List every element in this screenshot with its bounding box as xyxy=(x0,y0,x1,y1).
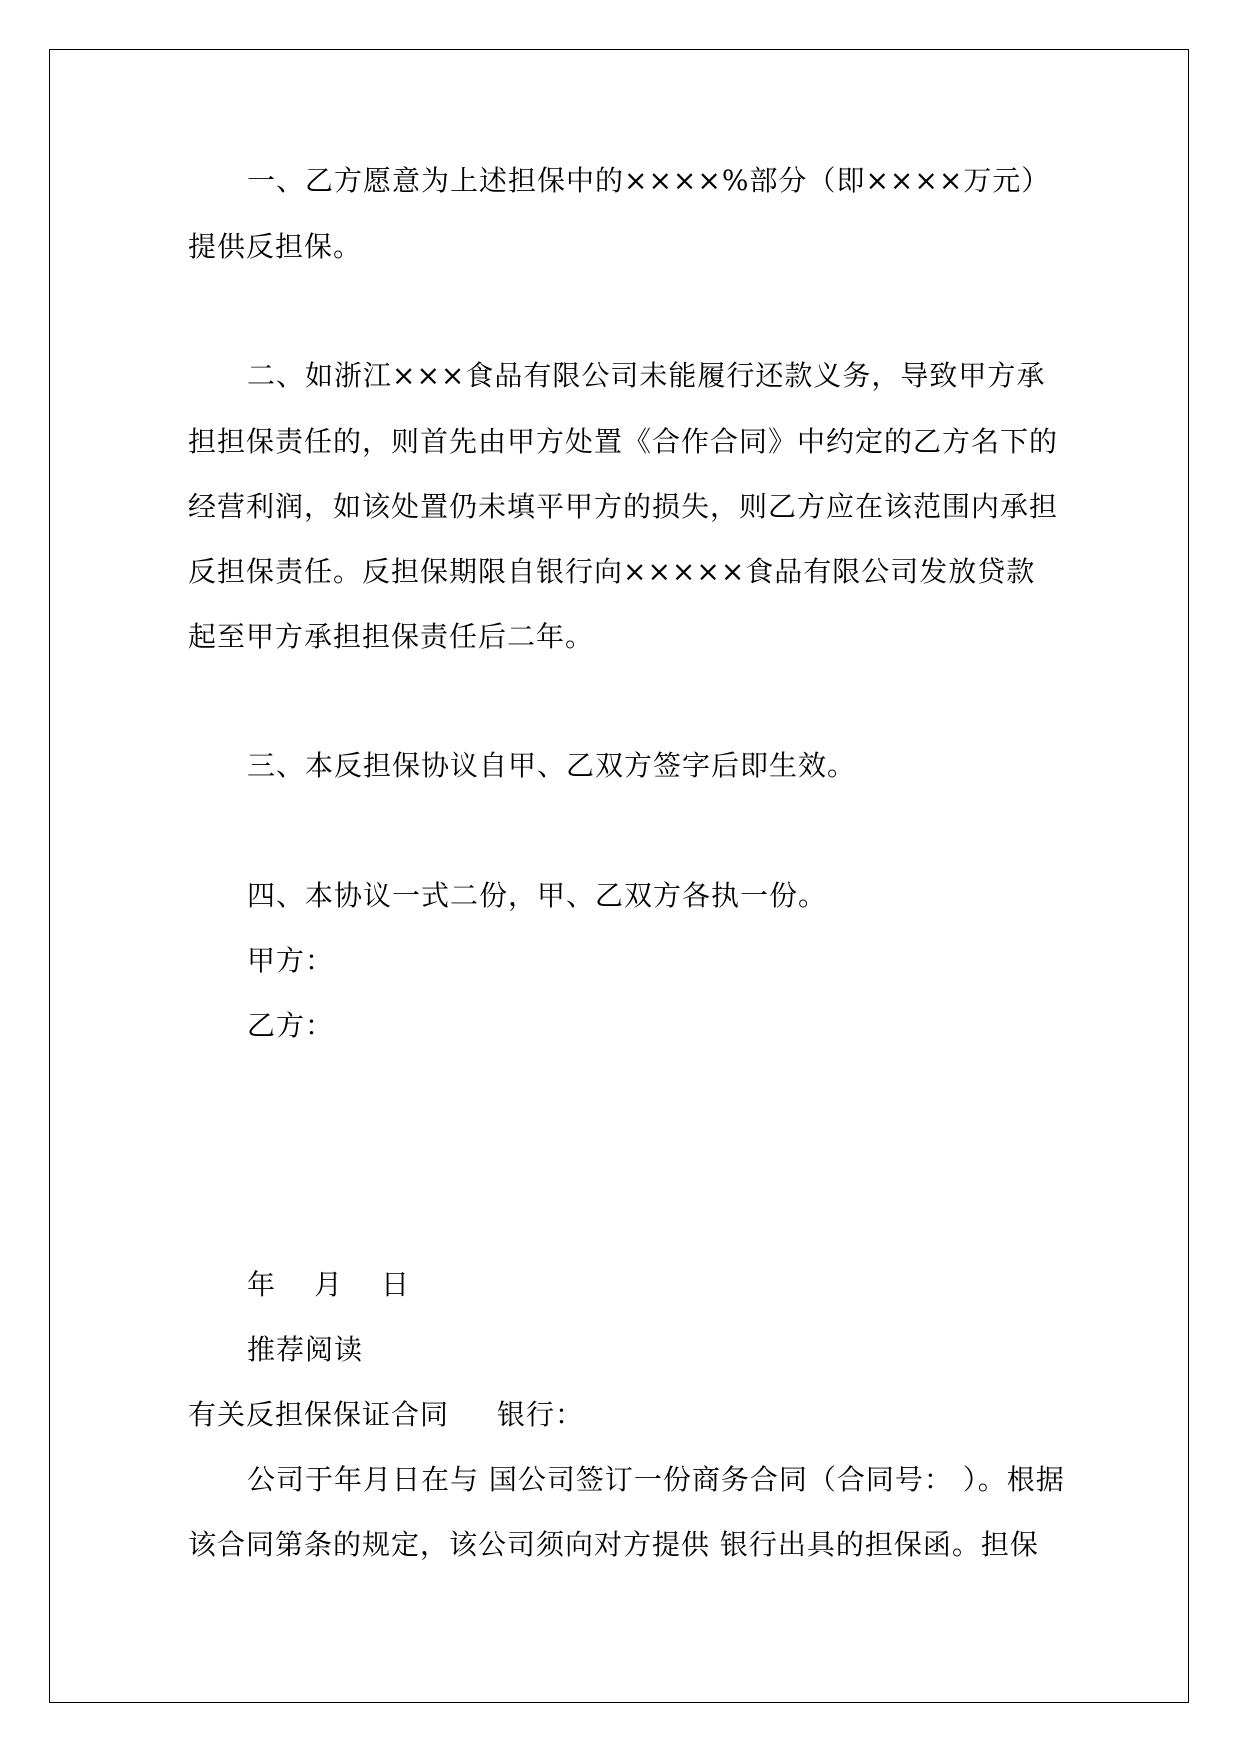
date-month-label: 月 xyxy=(314,1268,344,1301)
recommended-body-line-1: 公司于年月日在与 国公司签订一份商务合同（合同号： ）。根据 xyxy=(247,1463,1065,1496)
clause-2-line-2: 担担保责任的，则首先由甲方处置《合作合同》中约定的乙方名下的 xyxy=(188,425,1059,458)
clause-4: 四、本协议一式二份，甲、乙双方各执一份。 xyxy=(247,879,828,912)
clause-2-line-4: 反担保责任。反担保期限自银行向×××××食品有限公司发放贷款 xyxy=(188,555,1036,588)
recommended-title-line xyxy=(188,1395,584,1435)
date-year-label: 年 xyxy=(247,1268,277,1301)
recommended-body-line-2: 该合同第条的规定，该公司须向对方提供 银行出具的担保函。担保 xyxy=(188,1528,1039,1561)
clause-2-line-3: 经营利润，如该处置仍未填平甲方的损失，则乙方应在该范围内承担 xyxy=(188,490,1059,523)
recommended-title: 有关反担保保证合同 xyxy=(188,1398,450,1431)
clause-2-line-5: 起至甲方承担担保责任后二年。 xyxy=(188,620,595,653)
date-line xyxy=(247,1265,410,1305)
clause-3: 三、本反担保协议自甲、乙双方签字后即生效。 xyxy=(247,749,857,782)
clause-2-line-1: 二、如浙江×××食品有限公司未能履行还款义务，导致甲方承 xyxy=(247,359,1046,392)
recommended-heading: 推荐阅读 xyxy=(247,1333,364,1366)
recommended-bank-label: 银行： xyxy=(497,1398,585,1431)
clause-1-line-2: 提供反担保。 xyxy=(188,230,363,263)
clause-1-line-1: 一、乙方愿意为上述担保中的××××%部分（即××××万元） xyxy=(247,164,1051,197)
party-a-signature-label: 甲方： xyxy=(247,944,335,977)
party-b-signature-label: 乙方： xyxy=(247,1009,335,1042)
date-day-label: 日 xyxy=(381,1268,411,1301)
